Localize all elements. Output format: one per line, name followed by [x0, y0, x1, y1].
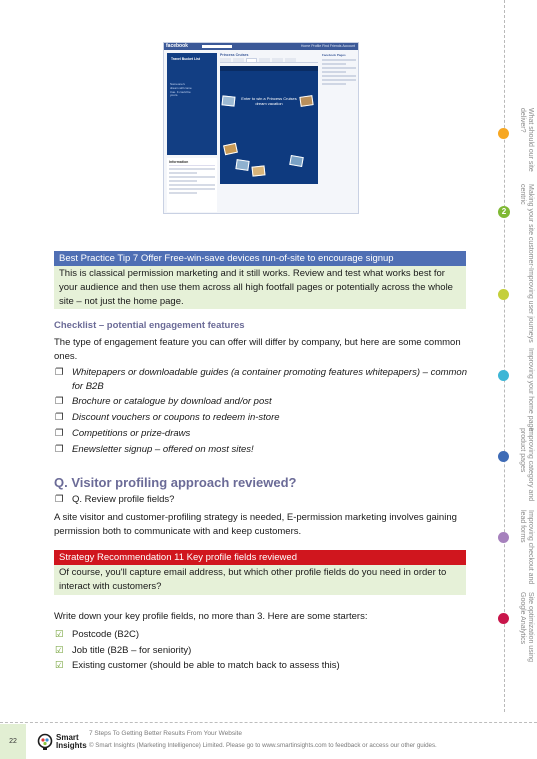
page-number: 22 — [0, 724, 26, 759]
smart-insights-logo[interactable] — [37, 731, 87, 753]
question-list — [54, 493, 474, 507]
facebook-sidebar-line — [322, 79, 356, 81]
checkbox-icon: ❐ — [55, 494, 64, 505]
checklist-item-text: Brochure or catalogue by download and/or post — [72, 396, 272, 408]
facebook-tab — [285, 58, 296, 62]
checkbox-icon: ❐ — [55, 396, 64, 408]
side-nav-dot-6[interactable] — [498, 532, 509, 543]
facebook-sidebar-line — [322, 67, 356, 69]
tip-heading: Best Practice Tip 7 Offer Free-win-save devices run-of-site to encourage signup — [54, 251, 466, 266]
footer-divider — [0, 722, 537, 723]
side-nav-label-3[interactable]: Improving user journeys — [527, 268, 534, 343]
logo-text-smart: Smart — [56, 733, 79, 742]
smart-insights-logo-icon — [37, 733, 53, 751]
facebook-sidebar-line — [322, 63, 346, 65]
facebook-profile-image — [167, 53, 217, 155]
side-nav-dot-1[interactable] — [498, 128, 509, 139]
facebook-poster-photo — [222, 95, 236, 106]
side-nav-dot-4[interactable] — [498, 370, 509, 381]
facebook-nav-links: Home Profile Find Friends Account — [300, 44, 355, 48]
checked-box-icon: ☑ — [55, 644, 64, 656]
facebook-tab — [220, 58, 231, 62]
facebook-info-line — [169, 184, 215, 186]
side-nav-label-4[interactable]: Improving your home page — [527, 348, 534, 432]
facebook-left-column — [167, 53, 217, 210]
facebook-poster-text: Enter to win a Princess Cruises dream vacation — [241, 96, 297, 106]
checklist-item — [54, 366, 474, 393]
facebook-sidebar-line — [322, 75, 356, 77]
checked-box-icon: ☑ — [55, 660, 64, 671]
facebook-tab — [233, 58, 244, 62]
facebook-info-heading: Information — [169, 160, 215, 166]
logo-text-insights: Insights — [56, 741, 87, 750]
facebook-info-line — [169, 188, 215, 190]
smart-insights-wordmark — [56, 734, 87, 750]
facebook-tabs — [220, 58, 318, 63]
facebook-info-line — [169, 172, 197, 174]
facebook-screenshot — [163, 42, 359, 214]
facebook-page-name: Princess Cruises — [220, 53, 249, 57]
facebook-sidebar-line — [322, 59, 356, 61]
facebook-info-line — [169, 180, 197, 182]
checklist-item — [54, 411, 474, 425]
question-item — [54, 493, 474, 507]
checklist-item-text: Enewsletter signup – offered on most sites! — [72, 443, 254, 455]
side-nav-dot-2[interactable]: 2 — [498, 206, 510, 218]
facebook-tab — [246, 58, 257, 62]
side-nav-label-2[interactable]: Making your site customer-centric — [518, 184, 534, 269]
question-text: Q. Review profile fields? — [72, 494, 175, 505]
facebook-sidebar-line — [322, 83, 346, 85]
facebook-contest-poster — [220, 66, 318, 184]
facebook-sidebar-line — [322, 71, 346, 73]
facebook-profile-title: Travel Bucket List — [171, 57, 201, 61]
facebook-poster-bar — [220, 66, 318, 71]
facebook-search-box — [202, 45, 232, 48]
footer-title: 7 Steps To Getting Better Results From Your Website — [89, 730, 242, 737]
side-nav-label-6[interactable]: Improving checkout and lead forms — [518, 510, 534, 585]
facebook-right-column — [322, 53, 356, 210]
facebook-top-bar — [164, 43, 358, 50]
side-nav-dot-7[interactable] — [498, 613, 509, 624]
facebook-poster-photo — [252, 165, 266, 176]
checkbox-icon: ❐ — [55, 443, 64, 455]
tip-body: This is classical permission marketing and it still works. Review and test what works best for your audience and then use them across all high footfall pages or potentially across the whole site – not just the home page. — [54, 266, 466, 309]
facebook-main-column — [220, 53, 318, 210]
facebook-info-line — [169, 168, 215, 170]
checklist-list — [54, 366, 474, 458]
footer-copyright: © Smart Insights (Marketing Intelligence) Limited. Please go to www.smartinsights.com to feedback or access our other guides. — [89, 742, 437, 749]
checklist-item — [54, 427, 474, 441]
starter-item — [54, 644, 474, 658]
checkbox-icon: ❐ — [55, 427, 64, 439]
checklist-item — [54, 443, 474, 457]
facebook-tab — [272, 58, 283, 62]
facebook-poster-photo — [289, 155, 304, 167]
facebook-info-line — [169, 192, 197, 194]
facebook-poster-photo — [223, 143, 238, 155]
facebook-info-line — [169, 176, 215, 178]
facebook-logo: facebook — [166, 43, 188, 49]
starters-list — [54, 628, 474, 673]
checklist-heading: Checklist – potential engagement features — [54, 320, 245, 331]
starters-intro: Write down your key profile fields, no more than 3. Here are some starters: — [54, 611, 368, 622]
side-nav-divider — [504, 0, 505, 712]
checklist-item-text: Competitions or prize-draws — [72, 427, 191, 439]
starter-item-text: Postcode (B2C) — [72, 629, 140, 640]
section-heading: Q. Visitor profiling approach reviewed? — [54, 475, 297, 490]
checkbox-icon: ❐ — [55, 412, 64, 424]
facebook-tab — [259, 58, 270, 62]
section-paragraph: A site visitor and customer-profiling strategy is needed, E-permission marketing involves gaining permission both to communicate with and keep customers. — [54, 512, 457, 537]
checklist-item-text: Discount vouchers or coupons to redeem in-store — [72, 412, 280, 424]
facebook-sidebar-heading: Facebook Pages — [322, 53, 346, 57]
starter-item-text: Job title (B2B – for seniority) — [72, 644, 192, 656]
side-nav-dot-3[interactable] — [498, 289, 509, 300]
side-nav-dot-5[interactable] — [498, 451, 509, 462]
checked-box-icon: ☑ — [55, 629, 64, 640]
facebook-poster-photo — [235, 159, 249, 171]
strategy-heading: Strategy Recommendation 11 Key profile fields reviewed — [54, 550, 466, 565]
checklist-item — [54, 395, 474, 409]
checkbox-icon: ❐ — [55, 367, 64, 378]
starter-item — [54, 628, 474, 642]
starter-item — [54, 659, 474, 673]
starter-item-text: Existing customer (should be able to match back to assess this) — [72, 660, 340, 671]
strategy-body: Of course, you'll capture email address, but which other profile fields do you need in order to interact with customers? — [54, 565, 466, 595]
checklist-intro: The type of engagement feature you can offer will differ by company, but here are some common ones. — [54, 337, 461, 362]
side-nav-label-7[interactable]: Site optimization using Google Analytics — [518, 592, 534, 663]
side-nav-label-5[interactable]: Improving category and product pages — [518, 428, 534, 502]
facebook-profile-body: Someone's dream will come true. It could be yours. — [170, 82, 192, 98]
facebook-info-box — [167, 158, 217, 212]
facebook-poster-photo — [299, 95, 313, 107]
checklist-item-text: Whitepapers or downloadable guides (a container promoting features whitepapers) – common for B2B — [72, 367, 467, 392]
side-nav-label-1[interactable]: What should our site deliver? — [518, 108, 534, 172]
